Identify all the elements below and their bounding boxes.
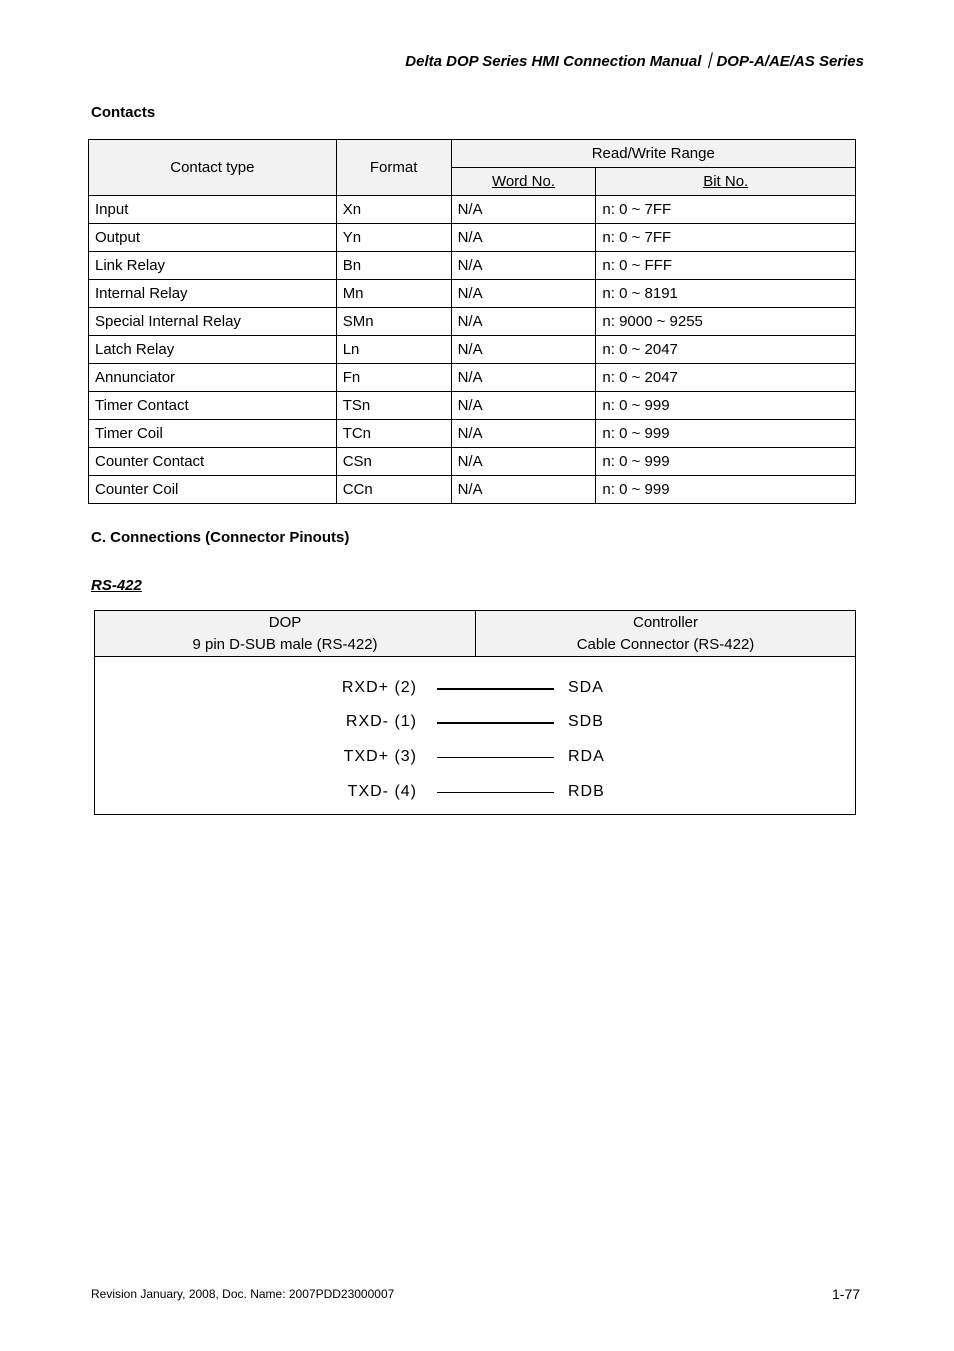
cell-format: TCn: [336, 420, 451, 448]
table-row: [89, 364, 856, 392]
header-format: Format: [336, 140, 451, 196]
cell-word-no: N/A: [451, 224, 596, 252]
cell-format: CSn: [336, 448, 451, 476]
wire-line: [437, 757, 554, 758]
cell-bit-no: n: 0 ~ 7FF: [596, 196, 856, 224]
dop-header-line1: DOP: [268, 613, 302, 631]
cell-format: CCn: [336, 476, 451, 504]
cell-word-no: N/A: [451, 476, 596, 504]
cell-bit-no: n: 0 ~ 2047: [596, 364, 856, 392]
pin-row: [95, 713, 855, 733]
wire-line: [437, 792, 554, 793]
page-header: Delta DOP Series HMI Connection Manual｜DOP-A/AE/AS Series: [405, 53, 864, 70]
table-row: [89, 308, 856, 336]
page-number: 1-77: [832, 1286, 861, 1302]
dop-header: [95, 611, 476, 657]
controller-header: [476, 611, 856, 657]
controller-pin-label: SDB: [568, 713, 604, 730]
table-row: [89, 476, 856, 504]
cell-bit-no: n: 0 ~ 999: [596, 448, 856, 476]
dop-pin-label: RXD- (1): [345, 713, 417, 730]
contacts-table: [88, 139, 856, 504]
table-row: [89, 280, 856, 308]
cell-word-no: N/A: [451, 364, 596, 392]
rs422-table: [94, 610, 856, 815]
pin-row: [95, 783, 855, 803]
controller-header-line2: Cable Connector (RS-422): [576, 635, 755, 653]
cell-bit-no: n: 0 ~ 8191: [596, 280, 856, 308]
contacts-title: Contacts: [91, 104, 156, 121]
cell-bit-no: n: 0 ~ 7FF: [596, 224, 856, 252]
controller-pin-label: RDA: [568, 748, 605, 765]
header-bit-no: Bit No.: [596, 168, 856, 196]
table-row: [89, 252, 856, 280]
cell-bit-no: n: 9000 ~ 9255: [596, 308, 856, 336]
cell-contact-type: Annunciator: [89, 364, 337, 392]
table-row: [89, 336, 856, 364]
cell-bit-no: n: 0 ~ 999: [596, 392, 856, 420]
cell-contact-type: Timer Coil: [89, 420, 337, 448]
cell-format: Yn: [336, 224, 451, 252]
table-row: [89, 448, 856, 476]
cell-word-no: N/A: [451, 336, 596, 364]
cell-format: Ln: [336, 336, 451, 364]
cell-contact-type: Counter Contact: [89, 448, 337, 476]
header-range: Read/Write Range: [451, 140, 855, 168]
table-row: [89, 224, 856, 252]
cell-word-no: N/A: [451, 420, 596, 448]
dop-pin-label: TXD- (4): [347, 783, 417, 800]
cell-bit-no: n: 0 ~ 999: [596, 476, 856, 504]
cell-contact-type: Counter Coil: [89, 476, 337, 504]
footer-revision: Revision January, 2008, Doc. Name: 2007PDD23000007: [91, 1287, 395, 1301]
table-row: [89, 392, 856, 420]
cell-contact-type: Special Internal Relay: [89, 308, 337, 336]
cell-word-no: N/A: [451, 448, 596, 476]
cell-format: Fn: [336, 364, 451, 392]
wire-line: [437, 722, 554, 724]
cell-bit-no: n: 0 ~ 999: [596, 420, 856, 448]
table-row: [89, 196, 856, 224]
cell-contact-type: Timer Contact: [89, 392, 337, 420]
controller-header-line1: Controller: [632, 613, 699, 631]
controller-pin-label: SDA: [568, 679, 604, 696]
controller-pin-label: RDB: [568, 783, 605, 800]
pinout-diagram: [95, 657, 856, 815]
pin-row: [95, 748, 855, 768]
header-word-no: Word No.: [451, 168, 596, 196]
table-row: [89, 420, 856, 448]
cell-word-no: N/A: [451, 308, 596, 336]
cell-contact-type: Input: [89, 196, 337, 224]
cell-format: Xn: [336, 196, 451, 224]
cell-word-no: N/A: [451, 392, 596, 420]
dop-header-line2: 9 pin D-SUB male (RS-422): [192, 635, 378, 653]
wire-line: [437, 688, 554, 690]
connections-title: C. Connections (Connector Pinouts): [91, 529, 350, 546]
cell-format: SMn: [336, 308, 451, 336]
cell-bit-no: n: 0 ~ FFF: [596, 252, 856, 280]
cell-contact-type: Latch Relay: [89, 336, 337, 364]
cell-contact-type: Internal Relay: [89, 280, 337, 308]
cell-word-no: N/A: [451, 252, 596, 280]
dop-pin-label: TXD+ (3): [343, 748, 417, 765]
cell-contact-type: Link Relay: [89, 252, 337, 280]
rs422-title: RS-422: [91, 577, 142, 594]
pin-row: [95, 679, 855, 699]
cell-format: Mn: [336, 280, 451, 308]
cell-format: TSn: [336, 392, 451, 420]
cell-bit-no: n: 0 ~ 2047: [596, 336, 856, 364]
header-contact-type: Contact type: [89, 140, 337, 196]
cell-word-no: N/A: [451, 196, 596, 224]
cell-contact-type: Output: [89, 224, 337, 252]
cell-format: Bn: [336, 252, 451, 280]
dop-pin-label: RXD+ (2): [341, 679, 417, 696]
cell-word-no: N/A: [451, 280, 596, 308]
